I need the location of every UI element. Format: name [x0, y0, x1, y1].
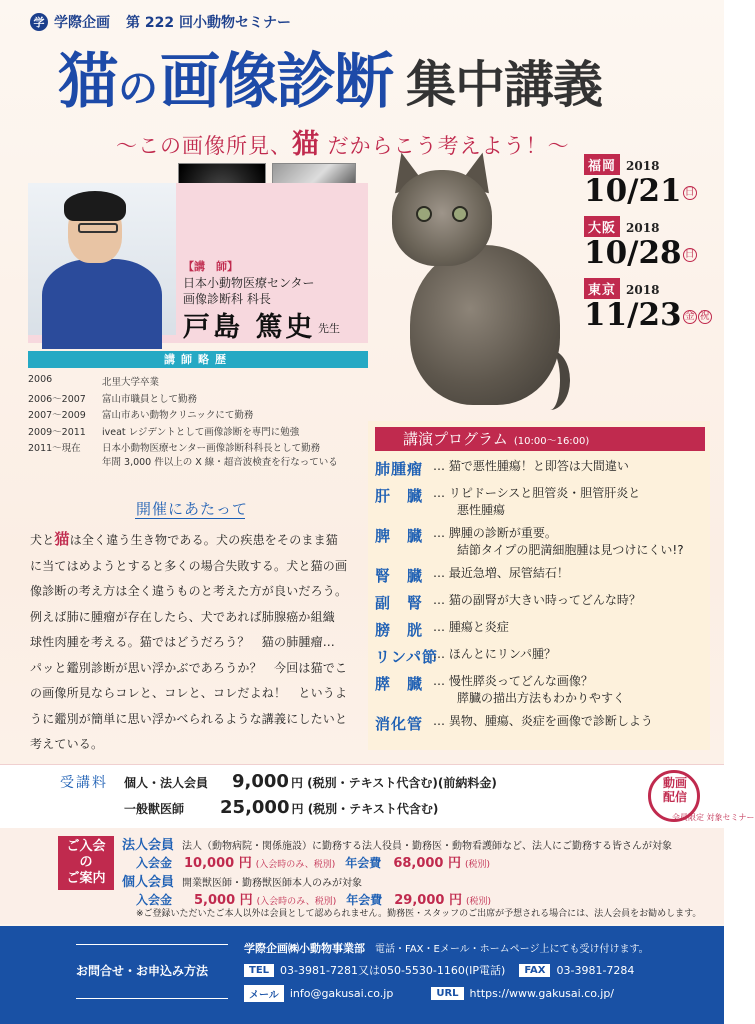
date-monthday [584, 173, 714, 209]
career-text-line2: 年間 3,000 件以上の X 線・超音波検査を行なっている [102, 457, 338, 468]
page-title [58, 34, 602, 120]
kitten-photo [380, 150, 580, 410]
contact-web-row [244, 985, 614, 1002]
fax-number[interactable]: 03-3981-7284 [556, 963, 635, 977]
date-md-text: 11/23 [584, 297, 682, 333]
kitten-eye-left [416, 206, 432, 222]
career-row [28, 407, 373, 424]
intro-line: 像診断の考え方は全く違うものと考えた方が良いだろう。 [30, 584, 348, 598]
fee-who: 個人・法人会員 [124, 776, 209, 790]
fee-price: 25,000 [220, 797, 290, 818]
career-year: 2006 [28, 374, 53, 385]
program-list [375, 458, 705, 740]
url-label: URL [431, 987, 463, 1000]
intro-line: 考えている。 [30, 737, 104, 751]
program-desc-line1: … 慢性膵炎ってどんな画像？ [433, 674, 593, 688]
title-particle: の [118, 66, 158, 112]
program-desc: … 最近急増、尿管結石！ [433, 566, 569, 580]
video-streaming-badge [648, 770, 755, 828]
program-item [375, 673, 705, 707]
date-tokyo [584, 278, 714, 340]
dept-note: 電話・FAX・Eメール・ホームページ上にても受け付けます。 [375, 944, 649, 955]
annual-note: (税別) [465, 860, 491, 870]
fee-row-member [124, 771, 497, 792]
fee-note: (税別・テキスト代含む) [307, 802, 439, 816]
dept-name: 学際企画㈱小動物事業部 [244, 942, 365, 955]
corp-member-fees [136, 852, 490, 871]
program-desc: … 猫で悪性腫瘍！と即答は大間違い [433, 459, 629, 473]
intro-line: パッと鑑別診断が思い浮かぶであろうか？ 今回は猫でこ [30, 660, 348, 675]
date-year: 2018 [626, 283, 660, 297]
fee-note: (入会時のみ、税別) [256, 897, 337, 907]
intro-heading: 開催にあたって [136, 500, 249, 518]
fee-label-text: 入会金 [136, 893, 173, 907]
membership-note: ※ご登録いただいたご本人以外は会員として認められません。勤務医・スタッフのご出席が予想される場合には、法人会員をお勧めします。 [136, 909, 702, 919]
badge-line2: 配信 [662, 790, 687, 804]
email-link[interactable]: info@gakusai.co.jp [289, 987, 394, 1000]
program-organ: 副 腎 [375, 594, 424, 612]
title-main: 画像診断 [160, 47, 392, 117]
photo-glasses [78, 223, 118, 233]
program-desc: … 猫の副腎が大きい時ってどんな時？ [433, 593, 641, 607]
membership-box-line: ご案内 [66, 871, 106, 886]
annual-label: 年会費 [345, 856, 382, 870]
lecturer-org: 日本小動物医療センター [183, 276, 315, 290]
career-row [28, 374, 373, 391]
membership-box-line: ご入会 [66, 839, 106, 854]
program-desc: … 異物、腫瘍、炎症を画像で診断しよう [433, 714, 653, 728]
photo-body [42, 259, 162, 349]
badge-tag: 会員限定 対象セミナー [672, 813, 755, 822]
date-dow: 日 [684, 186, 695, 198]
career-text-line1: 日本小動物医療センター画像診断科科長として勤務 [102, 443, 321, 454]
inquiry-rule-bottom [76, 998, 228, 999]
corp-member-desc [122, 834, 672, 853]
career-row [28, 440, 373, 468]
career-row [28, 424, 373, 441]
career-text: 富山市あい動物クリニックにて勤務 [102, 410, 254, 421]
fee-label: 受講料 [60, 775, 108, 791]
career-text: 富山市職員として勤務 [102, 393, 198, 405]
tel-number[interactable]: 03-3981-7281又は050-5530-1160(IP電話) [280, 964, 506, 977]
event-dates [584, 154, 714, 340]
program-item [375, 485, 705, 519]
intro-text [30, 527, 360, 758]
title-cat: 猫 [58, 47, 116, 117]
seminar-number: 第 222 回小動物セミナー [126, 15, 291, 31]
organizer-name: 学際企画 [54, 15, 110, 31]
inquiry-title: お問合せ・お申込み方法 [76, 964, 209, 978]
lecturer-name: 戸島 篤史 [183, 312, 316, 343]
annual-label: 年会費 [346, 893, 383, 907]
lecturer-dept: 画像診断科 科長 [183, 292, 271, 306]
program-organ: 消化管 [375, 715, 424, 733]
kitten-body [410, 245, 560, 405]
annual-note: (税別) [465, 897, 491, 907]
date-dow-holiday: 祝 [699, 310, 710, 322]
program-item [375, 592, 705, 613]
date-fukuoka [584, 154, 714, 216]
date-osaka [584, 216, 714, 278]
corp-member-text: 法人（動物病院・関係施設）に勤務する法人役員・勤務医・動物看護師など、法人にご勤務する皆さんが対象 [182, 841, 673, 852]
intro-line [30, 527, 360, 554]
date-md-text: 10/28 [584, 235, 682, 271]
career-list [28, 374, 373, 468]
date-monthday [584, 297, 714, 333]
tel-label: TEL [244, 964, 274, 977]
website-link[interactable]: https://www.gakusai.co.jp/ [469, 987, 615, 1000]
intro-line: に当てはめようとすると多くの場合失敗する。犬と猫の画 [30, 558, 348, 573]
subtitle-pre: ～この画像所見、 [116, 134, 292, 158]
career-year: 2011～現在 [28, 443, 81, 454]
date-md-text: 10/21 [584, 173, 682, 209]
career-year: 2006～2007 [28, 393, 86, 405]
corp-member-title: 法人会員 [122, 838, 175, 853]
intro-line: の画像所見ならコレと、コレと、コレだよね！ というよ [30, 686, 348, 700]
fee-price: 9,000 [232, 771, 289, 792]
program-desc-line1: … 脾腫の診断が重要。 [433, 526, 557, 540]
program-desc: … ほんとにリンパ腫？ [433, 647, 556, 661]
program-title: 講演プログラム [403, 430, 508, 448]
contact-phone-row [244, 962, 634, 978]
program-organ: リンパ節 [375, 648, 438, 666]
membership-box-line: の [79, 855, 93, 870]
organizer-header [30, 12, 291, 32]
program-organ: 膀 胱 [375, 621, 424, 639]
program-desc-line2: 悪性腫瘍 [457, 503, 506, 517]
program-organ: 肝 臓 [375, 487, 424, 505]
program-desc-line1: … リピドーシスと胆管炎・胆管肝炎と [433, 486, 641, 500]
fee-unit: 円 [291, 802, 304, 816]
intro-seg: 犬と [30, 533, 55, 547]
program-item [375, 619, 705, 640]
fee-value: 5,000 円 [194, 893, 253, 908]
program-heading [375, 427, 705, 451]
career-text: iveat レジデントとして画像診断を専門に勉強 [102, 426, 300, 438]
badge-text [658, 776, 692, 804]
fee-unit: 円 [290, 776, 303, 790]
subtitle-post: だからこう考えよう！～ [320, 134, 570, 158]
annual-value: 68,000 円 [393, 856, 462, 871]
date-city: 福岡 [584, 154, 620, 175]
fee-who: 一般獣医師 [124, 802, 185, 816]
intro-line: うに鑑別が簡単に思い浮かべられるような講義にしたいと [30, 711, 348, 726]
program-item [375, 713, 705, 734]
program-item [375, 646, 705, 667]
date-city: 東京 [584, 278, 620, 299]
fee-value: 10,000 円 [184, 856, 252, 871]
fee-label-text: 入会金 [136, 856, 173, 870]
program-organ: 脾 臓 [375, 527, 424, 545]
intro-line: 球性肉腫を考える。猫ではどうだろう？ 猫の肺腫瘤… [30, 635, 336, 649]
program-desc [433, 525, 684, 559]
date-dow: 日 [684, 248, 695, 260]
date-year: 2018 [626, 159, 660, 173]
career-year: 2009～2011 [28, 426, 86, 438]
career-text [102, 440, 373, 468]
lecturer-honorific: 先生 [318, 322, 340, 335]
ind-member-text: 開業獣医師・勤務獣医師本人のみが対象 [182, 878, 363, 889]
fee-note: (税別・テキスト代含む)(前納料金) [307, 776, 497, 790]
program-item [375, 525, 705, 559]
career-year: 2007～2009 [28, 410, 86, 421]
photo-hair [64, 191, 126, 221]
annual-value: 29,000 円 [394, 893, 462, 908]
ind-member-title: 個人会員 [122, 875, 175, 890]
program-desc-line2: 膵臓の描出方法もわかりやすく [457, 691, 626, 705]
career-heading: 講師略歴 [28, 351, 368, 368]
organizer-logo-icon: 学 [30, 13, 48, 31]
badge-line1: 動画 [662, 776, 687, 790]
date-city: 大阪 [584, 216, 620, 237]
ind-member-desc [122, 871, 362, 890]
intro-seg: は全く違う生き物である。犬の疾患をそのまま猫 [69, 533, 339, 547]
inquiry-rule-top [76, 944, 228, 945]
program-item [375, 565, 705, 586]
title-sub: 集中講義 [406, 56, 602, 114]
intro-cat-emphasis: 猫 [54, 530, 70, 548]
career-text: 北里大学卒業 [102, 377, 160, 388]
program-organ: 膵 臓 [375, 675, 424, 693]
intro-underline [135, 518, 245, 519]
program-item [375, 458, 705, 479]
date-dow: 金 [684, 310, 695, 322]
date-year: 2018 [626, 221, 660, 235]
contact-dept [244, 940, 649, 956]
program-organ: 腎 臓 [375, 567, 424, 585]
program-desc [433, 673, 625, 707]
lecturer-tag: 【講 師】 [183, 260, 238, 273]
membership-label-box [58, 836, 114, 890]
fee-note: (入会時のみ、税別) [255, 860, 336, 870]
kitten-eye-right [452, 206, 468, 222]
program-desc: … 腫瘍と炎症 [433, 620, 509, 634]
program-time: (10:00〜16:00) [513, 436, 590, 447]
date-monthday [584, 235, 714, 271]
career-row [28, 391, 373, 408]
program-desc-line2: 結節タイプの肥満細胞腫は見つけにくい!? [457, 543, 684, 557]
subtitle-em: 猫 [292, 129, 320, 160]
program-organ: 肺腫瘤 [375, 460, 424, 478]
kitten-head [392, 170, 492, 266]
program-desc [433, 485, 640, 519]
fax-label: FAX [519, 964, 550, 977]
fee-row-general [124, 797, 438, 818]
mail-label: メール [244, 985, 284, 1002]
intro-line: 例えば肺に腫瘤が存在したら、犬であれば肺腺癌か組織 [30, 609, 336, 624]
lecturer-photo [28, 183, 176, 335]
